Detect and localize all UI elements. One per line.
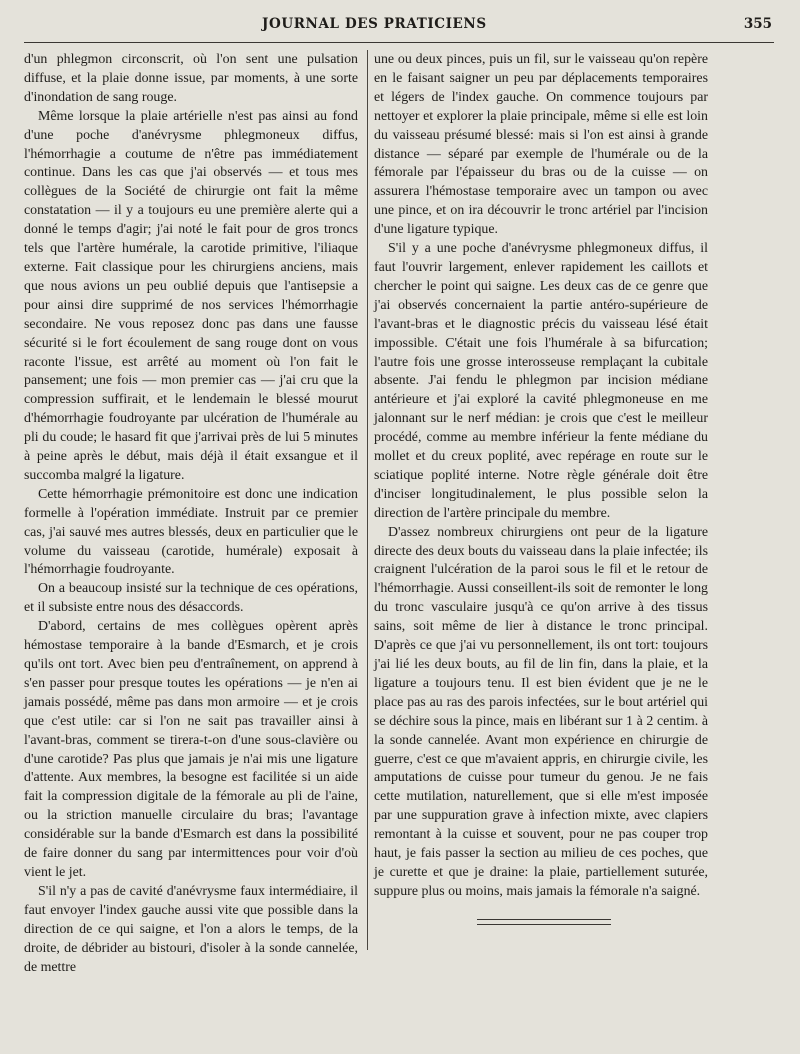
paragraph: Cette hémorrhagie prémonitoire est donc une indication formelle à l'opération immédiate. Instruit par ce premier cas, j'ai sauvé mes autres blessés, deux en particulier que le volume du vaisseau (carotide, humérale) exposait à l'hémorrhagie foudroyante. (24, 486, 358, 578)
header-rule (24, 42, 774, 43)
paragraph: S'il y a une poche d'anévrysme phlegmoneux diffus, il faut l'ouvrir largement, enlever rapidement les caillots et chercher le point qui saigne. Les deux cas de ce genre que j'ai observés concernaient la partie antéro-supérieure de l'avant-bras et le diagnostic précis du vaisseau lésé était impossible. C'était une fois l'humérale à sa bifurcation; l'autre fois une grosse interosseuse remplaçant la cubitale absente. J'ai fendu le phlegmon par incision médiane antérieure et j'ai exploré la cavité phlegmoneuse en me jalonnant sur le nerf médian: je crois que c'est le meilleur procédé, comme au membre inférieur la fente médiane du mollet et du creux poplité, avec repérage en route sur le sciatique poplité interne. Notre règle générale doit être d'inciser longitudinalement, le plus possible selon la direction de l'artère principale du membre. (374, 241, 708, 521)
page-number: 355 (743, 16, 772, 32)
end-of-article-rule (477, 919, 611, 925)
column-divider (367, 50, 368, 950)
paragraph: S'il n'y a pas de cavité d'anévrysme faux intermédiaire, il faut envoyer l'index gauche aussi vite que possible dans la direction de ce qui saigne, et l'on a alors le temps, de la droite, de débrider au bistouri, d'isoler à la sonde cannelée, de mettre (24, 883, 358, 975)
paragraph: d'un phlegmon circonscrit, où l'on sent une pulsation diffuse, et la plaie donne issue, par moments, à une sorte d'inondation de sang rouge. (24, 52, 358, 105)
paragraph: D'assez nombreux chirurgiens ont peur de la ligature directe des deux bouts du vaisseau dans la plaie infectée; ils craignent l'ulcération de la paroi sous le fil et le retour de l'hémorrhagie. Aussi conseillent-ils soit de remonter le long du tronc vasculaire jusqu'à ce qu'on arrive à des tissus sains, soit même de lier à distance le tronc principal. D'après ce que j'ai vu personnellement, ils ont tort: toujours j'ai lié les deux bouts, au fil de lin fin, dans la plaie, et la ligature a toujours tenu. Il est bien évident que je ne le place pas au ras des parois infectées, sur le bout artériel qui se déchire sous la pince, mais en libérant sur 1 à 2 centim. à la sonde cannelée. Avant mon expérience en chirurgie de guerre, c'est ce que m'avaient appris, en chirurgie civile, les amputations de cuisse pour tumeur du genou. Je ne fais cette mutilation, naturellement, que si elle m'est imposée par une suppuration grave à infection mixte, avec clapiers remontant à la cuisse et souvent, pour ne pas couper trop haut, je fais passer la section au milieu de ces poches, que je curette et que je draine: la plaie, partiellement suturée, suppure plus ou moins, mais jamais la fémorale n'a saigné. (374, 524, 708, 899)
paragraph: D'abord, certains de mes collègues opèrent après hémostase temporaire à la bande d'Esmarch, et je crois qu'ils ont tort. Avec bien peu d'entraînement, on apprend à s'en passer pour presque toutes les opérations — je n'en ai jamais possédé, même pas dans mon armoire — et je crois que c'est utile: car si l'on ne sait pas travailler ainsi à l'avant-bras, comment se tirera-t-on d'une sous-clavière ou d'une carotide? Pas plus que jamais je n'ai mis une ligature d'attente. Aux membres, la besogne est facilitée si un aide fait la compression digitale de la fémorale au pli de l'aine, ou la striction manuelle circulaire du bras; l'avantage considérable sur la bande d'Esmarch est dans la possibilité de faire donner du sang par intermittences pour voir d'où vient le jet. (24, 619, 358, 880)
right-column (374, 51, 708, 902)
left-column (24, 51, 358, 977)
paragraph: On a beaucoup insisté sur la technique de ces opérations, et il subsiste entre nous des désaccords. (24, 581, 358, 616)
running-head (0, 16, 800, 40)
journal-title: JOURNAL DES PRATICIENS (262, 16, 487, 32)
paragraph: Même lorsque la plaie artérielle n'est pas ainsi au fond d'une poche d'anévrysme phlegmoneux diffus, l'hémorrhagie a coutume de n'être pas immédiatement continue. Dans les cas que j'ai observés — et tous mes collègues de la Société de chirurgie ont fait la même constatation — il y a toujours eu une première alerte qui a donné le temps d'agir; j'ai noté le fait pour de gros troncs tels que l'artère humérale, la carotide primitive, l'iliaque externe. Fait classique pour les chirurgiens anciens, mais que nous avions un peu oublié depuis que l'antisepsie a pour ainsi dire supprimé de nos services l'hémorrhagie secondaire. Ne vous reposez donc pas dans une fausse sécurité si le fort écoulement de sang rouge dont on vous raconte l'issue, est arrêté au moment où l'on fait le pansement; une fois — mon premier cas — j'ai cru que la compression suffirait, et le lendemain le blessé mourut d'hémorrhagie foudroyante par ulcération de l'humérale au pli du coude; le hasard fit que j'arrivai près de lui 5 minutes à peine après le début, mais déjà il était exsangue et il succomba malgré la ligature. (24, 108, 358, 483)
paragraph: une ou deux pinces, puis un fil, sur le vaisseau qu'on repère en le faisant saigner un peu par déplacements temporaires et légers de l'index gauche. On commence toujours par nettoyer et explorer la plaie principale, même si elle est loin du vaisseau présumé blessé: mais si l'on est ainsi à grande distance — séparé par exemple de l'humérale ou de la fémorale par l'épaisseur du bras ou de la cuisse — on assurera l'hémostase temporaire avec un tampon ou avec une pince, et on ira découvrir le tronc artériel par l'incision d'une ligature typique. (374, 52, 708, 238)
